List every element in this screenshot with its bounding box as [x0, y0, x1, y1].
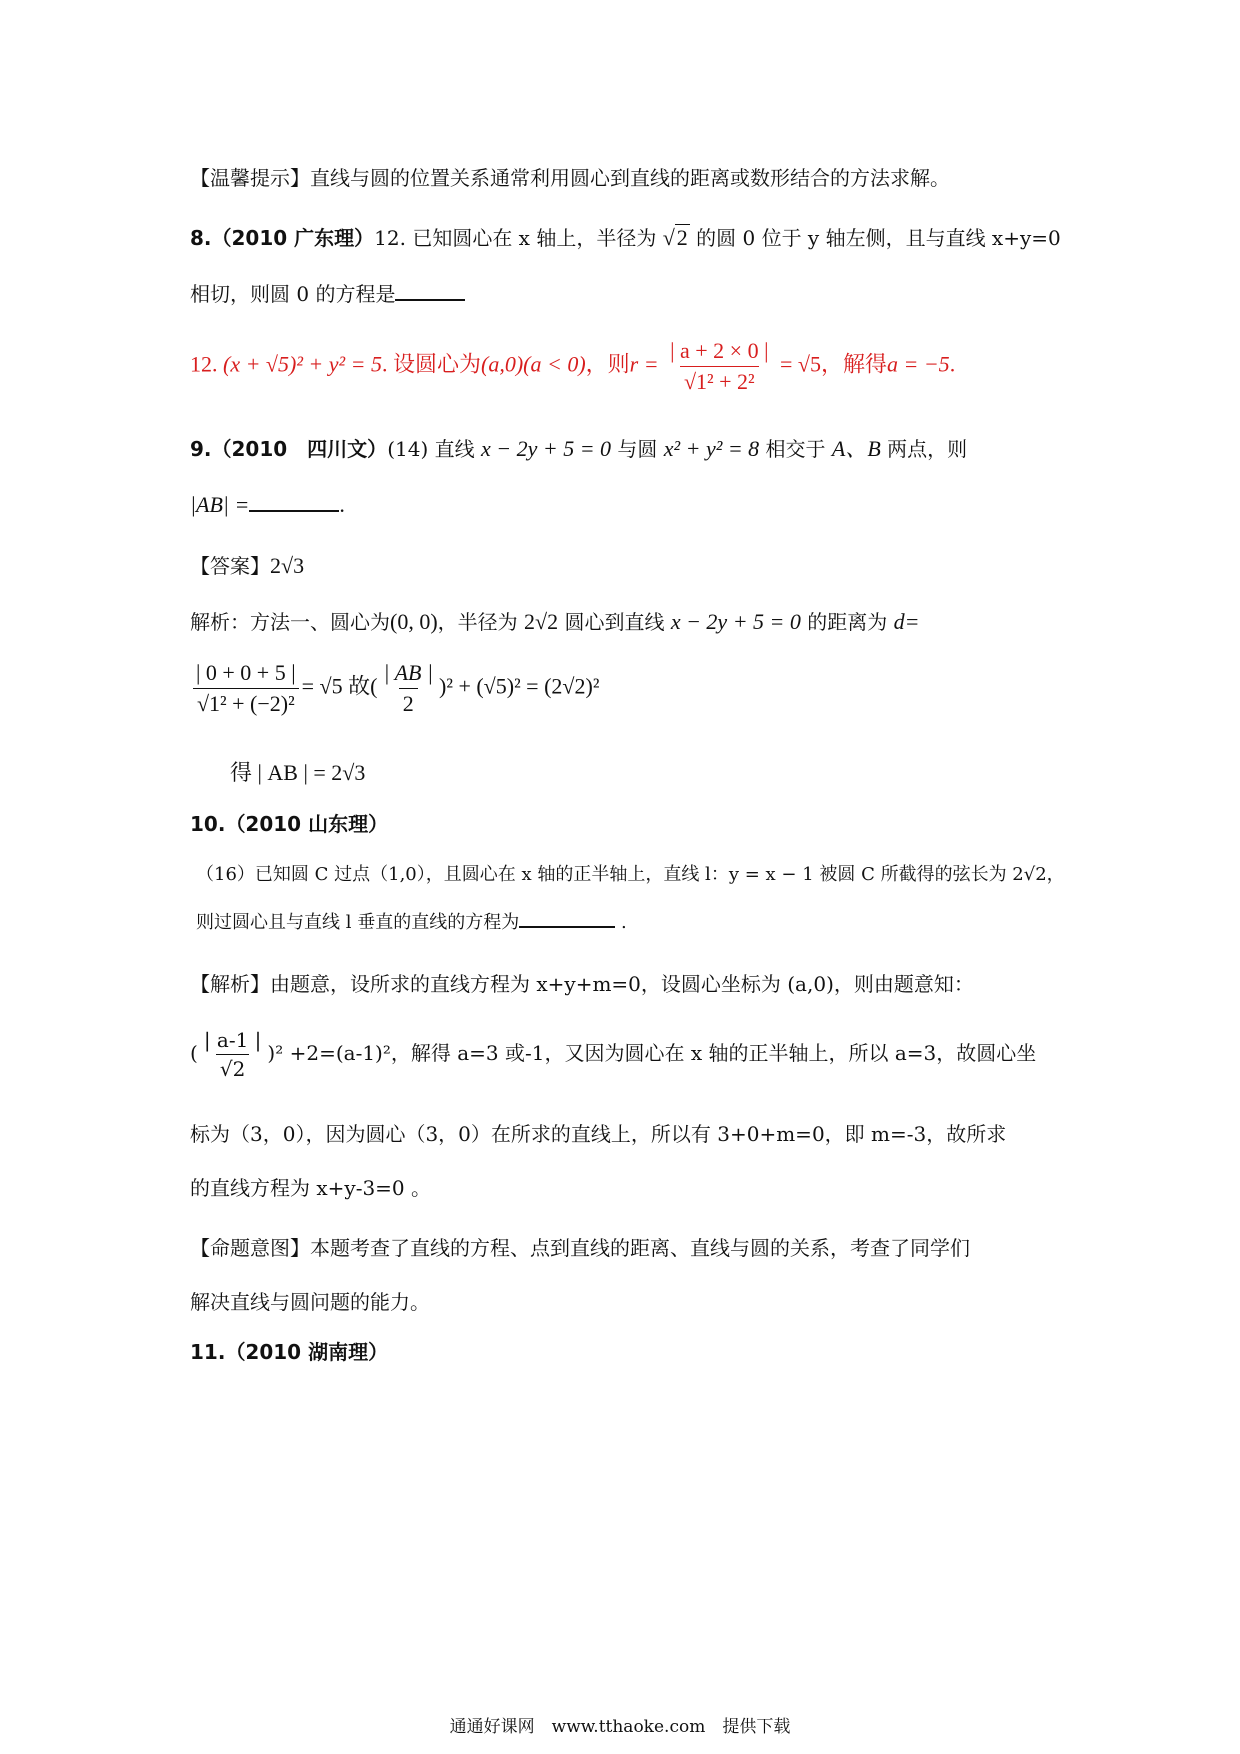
q10-intent-line2: [190, 1286, 430, 1315]
q10-analysis-line1: [190, 968, 974, 997]
q9-circle-eq: x² + y² = 8: [663, 436, 760, 461]
q9-distance-denominator: √1² + (−2)²: [193, 688, 299, 717]
q10-stem-line1-text: （16）已知圆 C 过点（1,0），且圆心在 x 轴的正半轴上，直线 l：y = x − 1 被圆 C 所截得的弦长为 2√2，: [196, 864, 1065, 885]
q10-intent-line1: [190, 1232, 970, 1261]
q9-points: A、B: [831, 436, 881, 461]
q9-sol-c: 圆心到直线: [564, 610, 665, 634]
q9-sol-a: 解析：方法一、圆心为: [190, 610, 390, 634]
q9-sol-b: ，半径为: [437, 610, 518, 634]
q8-answer-blank: [395, 298, 465, 301]
q9-stem-c: 相交于: [765, 437, 826, 461]
q8-answer-den-text: 1² + 2²: [696, 369, 755, 394]
q8-answer-fraction: [666, 338, 772, 395]
q9-sol-radius: 2√2: [524, 609, 559, 634]
q9-ab-denominator: 2: [399, 688, 418, 717]
q10-analysis-fraction: [200, 1028, 266, 1081]
q9-sol-center: (0, 0): [390, 609, 438, 634]
q8-answer-r: r =: [629, 351, 659, 377]
q9-line-eq: x − 2y + 5 = 0: [480, 436, 612, 461]
q9-distance-fraction: [192, 660, 300, 717]
q9-sol-d: 的距离为: [807, 610, 888, 634]
q10-analysis-1: 由题意，设所求的直线方程为 x+y+m=0，设圆心坐标为 (a,0)，则由题意知：: [270, 972, 974, 996]
q8-answer-center: (a,0)(a < 0): [481, 351, 586, 377]
q11-header: [190, 1336, 388, 1365]
q9-sol-line: x − 2y + 5 = 0: [670, 609, 801, 634]
q9-result-line: [230, 756, 365, 787]
q10-analysis-denominator: √2: [216, 1054, 249, 1081]
q10-analysis-numerator: | a-1 |: [203, 1028, 262, 1052]
q9-ab-fraction: [379, 660, 437, 717]
q8-source: （2010 广东理）: [211, 226, 375, 250]
q10-stem-line1: [196, 860, 1065, 886]
q8-answer-label: 12.: [190, 351, 218, 377]
tip-label: 【温馨提示】: [190, 166, 310, 190]
q9-stem-a: (14) 直线: [387, 437, 475, 461]
q9-solution-line1: [190, 606, 919, 635]
q8-answer-solution: a = −5: [886, 351, 950, 377]
q10-stem-line2-text: 则过圆心且与直线 l 垂直的直线的方程为: [196, 912, 520, 933]
q10-number: 10.: [190, 812, 226, 836]
q10-analysis-4: 的直线方程为 x+y-3=0 。: [190, 1176, 432, 1200]
q8-stem-b: 的圆 0 位于 y 轴左侧，且与直线 x+y=0: [696, 226, 1061, 250]
q10-intent-2: 解决直线与圆问题的能力。: [190, 1290, 430, 1314]
q9-stem-line1: [190, 432, 967, 463]
q8-radius-sqrt: √2: [662, 225, 688, 250]
q10-analysis-line2: ( $\frac{| a-1 |}{√2}$ )² +2=(a-1)²，解得 a=3 或-1，又因为圆心在 x 轴的正半轴上，所以 a=3，故圆心坐: [190, 1028, 1037, 1081]
q8-answer-line: [190, 338, 955, 395]
q10-stem-line2: [196, 908, 627, 934]
q9-sol-dvar: d=: [893, 609, 920, 634]
q9-result: 得 | AB | = 2√3: [230, 760, 366, 785]
q9-solution-line2: $\frac{| 0 + 0 + 5 |}{\text{√1² + (−2)²}}$ = √5 故( $\frac{| AB |}{2}$ )² + (√5)² = (2√2)²: [190, 660, 599, 717]
q10-analysis-line3: [190, 1118, 1006, 1147]
q9-distance-rest: )² + (√5)² = (2√2)²: [439, 673, 600, 699]
q9-ab-numerator: | AB |: [383, 660, 434, 685]
q9-distance-gu: 故: [348, 673, 371, 699]
q8-answer-numerator: | a + 2 × 0 |: [670, 338, 769, 363]
q10-analysis-label: 【解析】: [190, 972, 270, 996]
q8-answer-t2: ，则: [585, 351, 630, 377]
q9-distance-den-text: 1² + (−2)²: [209, 691, 295, 716]
q9-source: （2010 四川文）: [211, 437, 388, 461]
q9-answer-value: 2√3: [270, 553, 305, 578]
q9-answer-blank: [249, 509, 339, 512]
q9-stem-line2: |AB| = .: [190, 492, 345, 517]
tip-line: [190, 162, 950, 191]
q9-answer-line: [190, 550, 304, 579]
q10-answer-blank: [519, 925, 615, 928]
q8-answer-eq2: = √5: [779, 351, 821, 377]
q8-answer-equation: (x + √5)² + y² = 5: [223, 351, 382, 377]
q10-intent-1: 本题考查了直线的方程、点到直线的距离、直线与圆的关系，考查了同学们: [310, 1236, 970, 1260]
q10-analysis-line4: [190, 1172, 431, 1201]
q11-number: 11.: [190, 1340, 226, 1364]
q9-distance-eq: = √5: [301, 673, 343, 699]
q10-source: （2010 山东理）: [225, 812, 389, 836]
q8-answer-end: .: [949, 351, 956, 377]
q10-analysis-3: 标为（3，0），因为圆心（3，0）在所求的直线上，所以有 3+0+m=0，即 m=-3，故所求: [190, 1122, 1007, 1146]
q8-answer-t3: ，解得: [820, 351, 887, 377]
q8-stem-line2: [190, 278, 465, 307]
q8-stem-line1: [190, 222, 1061, 251]
q8-answer-denominator: √1² + 2²: [680, 366, 759, 395]
q9-stem-b: 与圆: [617, 437, 658, 461]
q9-number: 9.: [190, 437, 212, 461]
q10-stem-end: .: [620, 912, 627, 933]
q8-answer-t1: . 设圆心为: [381, 351, 481, 377]
tip-text: 直线与圆的位置关系通常利用圆心到直线的距离或数形结合的方法求解。: [310, 166, 950, 190]
page-footer: 通通好课网 www.tthaoke.com 提供下载: [449, 1717, 791, 1737]
q10-header: [190, 808, 388, 837]
q8-number: 8.: [190, 226, 212, 250]
q8-stem-line2-text: 相切，则圆 0 的方程是: [190, 282, 396, 306]
q9-distance-numerator: | 0 + 0 + 5 |: [196, 660, 296, 685]
q9-stem-d: 两点，则: [887, 437, 968, 461]
q9-ab-label: |AB| =: [190, 492, 250, 517]
q8-stem-a: 12. 已知圆心在 x 轴上，半径为: [374, 226, 657, 250]
q10-analysis-2: )² +2=(a-1)²，解得 a=3 或-1，又因为圆心在 x 轴的正半轴上，所以 a=3，故圆心坐: [267, 1041, 1037, 1065]
q11-source: （2010 湖南理）: [225, 1340, 389, 1364]
q8-radius-value: 2: [676, 225, 688, 250]
q9-answer-label: 【答案】: [190, 554, 270, 578]
q10-intent-label: 【命题意图】: [190, 1236, 310, 1260]
